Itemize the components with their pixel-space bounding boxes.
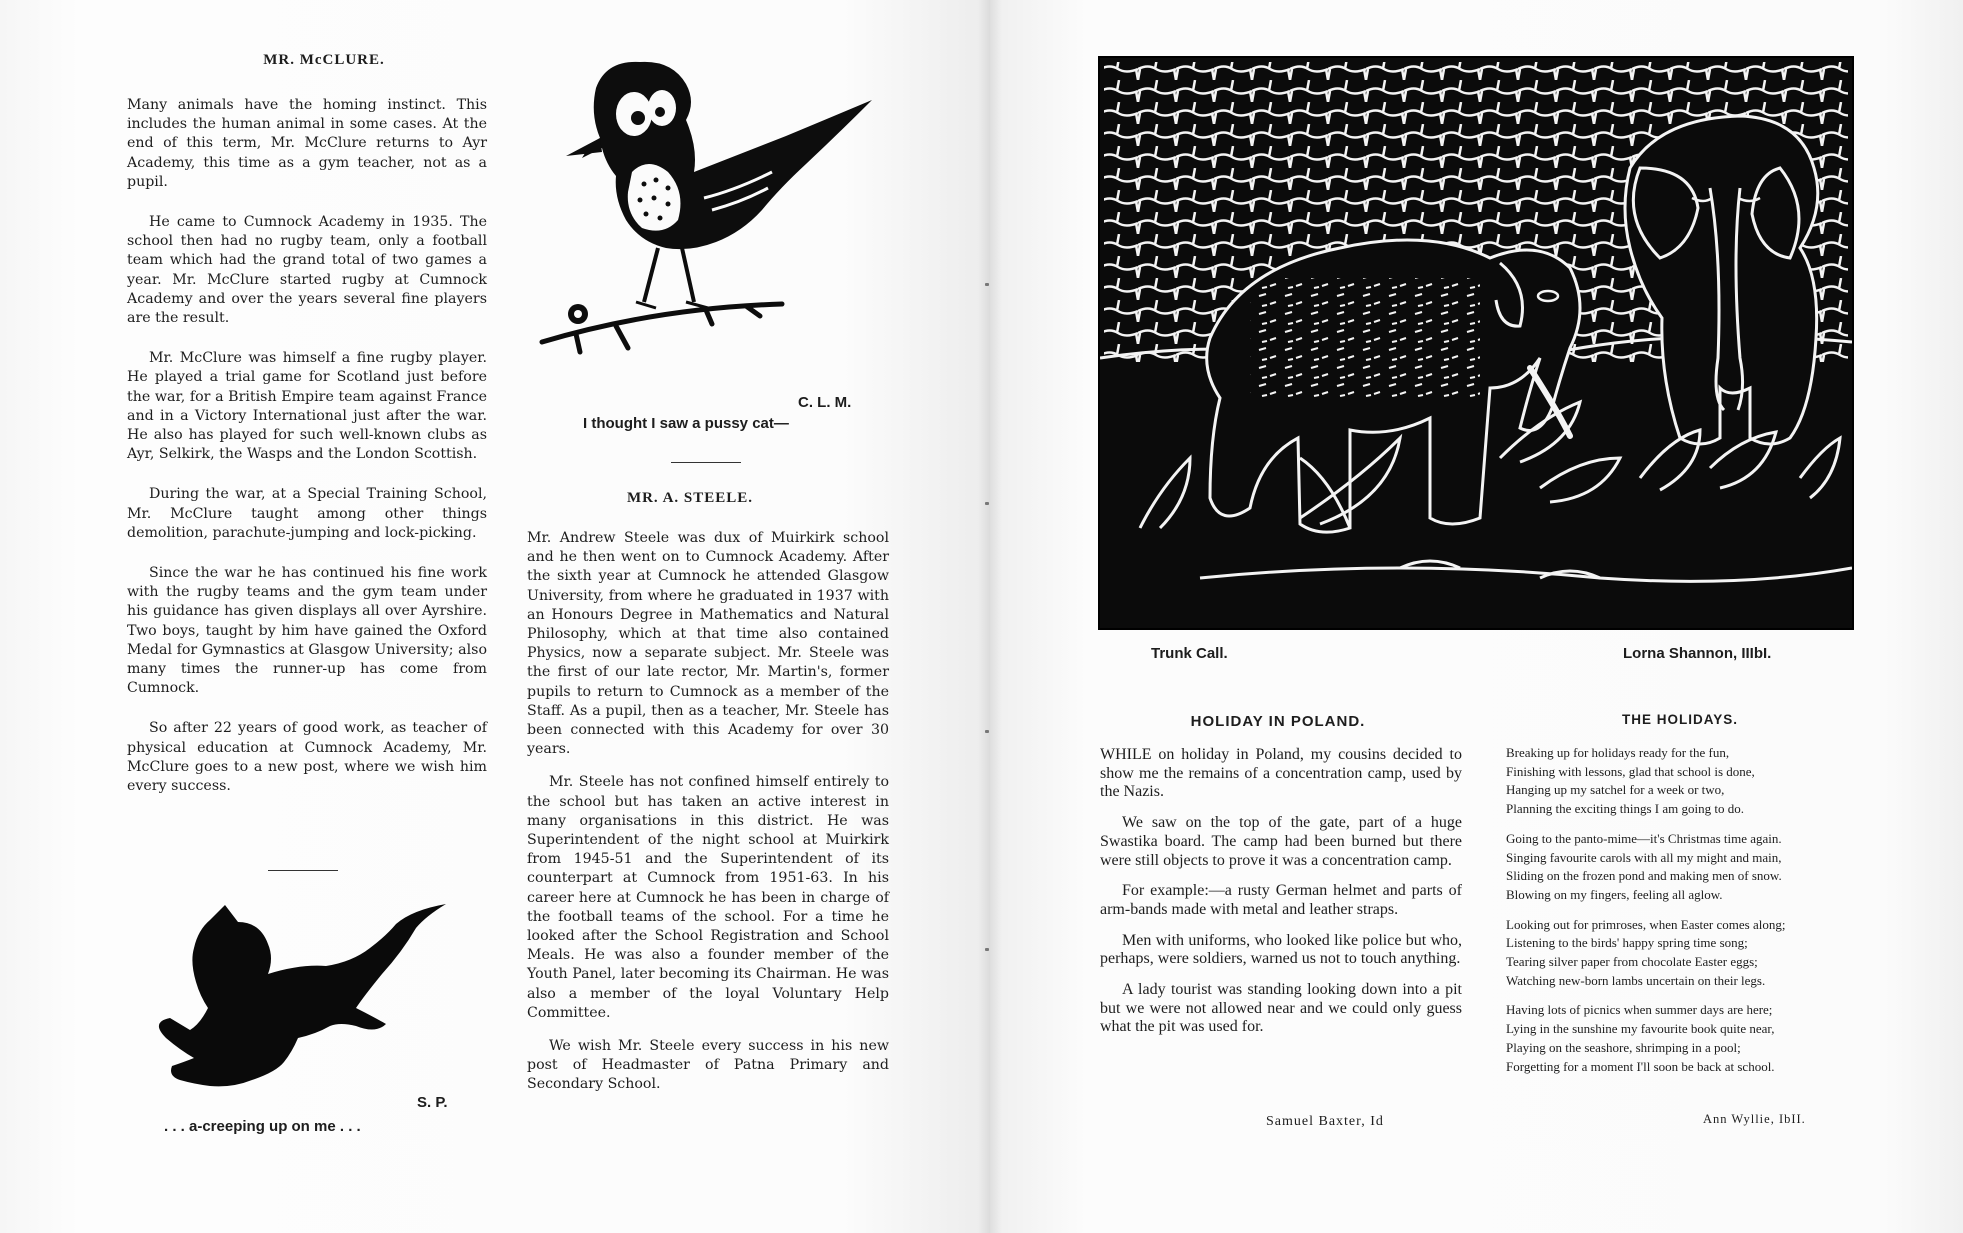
elephants-linocut-illustration	[1100, 58, 1852, 628]
holiday-paragraph: A lady tourist was standing looking down into a pit but we were not allowed near and we could only guess what the pit was used for.	[1100, 981, 1462, 1036]
poem-line: Hanging up my satchel for a week or two,	[1506, 782, 1725, 798]
steele-article	[527, 529, 889, 1116]
poem-line: Looking out for primroses, when Easter comes along;	[1506, 916, 1786, 932]
cat-silhouette-illustration	[150, 900, 460, 1100]
artwork-title: Trunk Call.	[1151, 645, 1228, 662]
poem-line: Going to the panto-mime—it's Christmas time again.	[1506, 830, 1782, 846]
section-divider	[671, 462, 741, 463]
mcclure-paragraph: Many animals have the homing instinct. This includes the human animal in some cases. At the end of this term, Mr. McClure returns to Ayr Academy, this time as a gym teacher, not as a pupil.	[127, 97, 487, 190]
poem-line: Planning the exciting things I am going to do.	[1506, 801, 1744, 817]
holiday-paragraph: For example:—a rusty German helmet and parts of arm-bands made with metal and leather straps.	[1100, 882, 1462, 918]
artwork-artist: Lorna Shannon, IIIbI.	[1623, 645, 1772, 662]
poem-line: Blowing on my fingers, feeling all aglow.	[1506, 886, 1723, 902]
holiday-author: Samuel Baxter, Id	[1266, 1114, 1384, 1129]
trunk-call-artwork	[1098, 56, 1854, 630]
holiday-paragraph: We saw on the top of the gate, part of a huge Swastika board. The camp had been burned but there were still objects to prove it was a concentration camp.	[1100, 814, 1462, 869]
steele-paragraph: We wish Mr. Steele every success in his new post of Headmaster of Patna Primary and Secondary School.	[527, 1038, 889, 1093]
poem-author: Ann Wyllie, IbII.	[1703, 1112, 1806, 1126]
cat-illustration-caption: . . . a-creeping up on me . . .	[164, 1118, 361, 1135]
poem-stanza	[1506, 916, 1866, 991]
bird-illustration	[536, 52, 876, 392]
page-gutter	[978, 0, 1002, 1233]
poem-stanza	[1506, 1001, 1866, 1076]
poem-line: Lying in the sunshine my favourite book quite near,	[1506, 1021, 1775, 1037]
poem-line: Forgetting for a moment I'll soon be back at school.	[1506, 1058, 1775, 1074]
binding-staple	[985, 502, 989, 505]
binding-staple	[985, 730, 989, 733]
mcclure-title: MR. McCLURE.	[263, 52, 385, 68]
section-divider	[268, 870, 338, 871]
holiday-article	[1100, 746, 1462, 1049]
poem-line: Having lots of picnics when summer days are here;	[1506, 1002, 1773, 1018]
poem-line: Tearing silver paper from chocolate Easter eggs;	[1506, 954, 1758, 970]
poem-title: THE HOLIDAYS.	[1621, 712, 1739, 727]
poem-line: Singing favourite carols with all my might and main,	[1506, 849, 1782, 865]
poem-line: Breaking up for holidays ready for the fun,	[1506, 745, 1730, 760]
mcclure-paragraph: During the war, at a Special Training School, Mr. McClure taught among other things demolition, parachute-jumping and lock-picking.	[127, 486, 487, 541]
poem-line: Watching new-born lambs uncertain on their legs.	[1506, 972, 1766, 988]
steele-paragraph: Mr. Steele has not confined himself entirely to the school but has taken an active interest in many organisations in this district. He was Superintendent of the night school at Muirkirk from 1945-51 and the Superintendent of its counterpart at Cumnock from 1951-63. In his career here at Cumnock he has been in charge of the football teams of the school. For a time he looked after the School Registration and School Meals. He was also a founder member of the Youth Panel, later becoming its Chairman. He was also a member of the loyal Voluntary Help Committee.	[527, 774, 889, 1021]
mcclure-paragraph: So after 22 years of good work, as teacher of physical education at Cumnock Academy, Mr. McClure goes to a new post, where we wish him every success.	[127, 720, 487, 795]
steele-title: MR. A. STEELE.	[626, 490, 754, 506]
holiday-paragraph: Men with uniforms, who looked like police but who, perhaps, were soldiers, warned us not to touch anything.	[1100, 931, 1462, 968]
mcclure-paragraph: Mr. McClure was himself a fine rugby player. He played a trial game for Scotland just before the war, for a British Empire team against France and in a Victory International just after the war. He also has played for such well-known clubs as Ayr, Selkirk, the Wasps and the London Scottish.	[127, 350, 487, 463]
mcclure-article	[127, 96, 487, 817]
bird-illustration-initials: C. L. M.	[798, 394, 852, 411]
poem-stanza	[1506, 744, 1866, 819]
mcclure-paragraph: He came to Cumnock Academy in 1935. The school then had no rugby team, only a football team which had the grand total of two games a year. Mr. McClure started rugby at Cumnock Academy and over the years several fine players are the result.	[127, 214, 487, 327]
binding-staple	[985, 283, 989, 286]
bird-illustration-caption: I thought I saw a pussy cat—	[583, 415, 789, 432]
holiday-paragraph: WHILE on holiday in Poland, my cousins decided to show me the remains of a concentration camp, used by the Nazis.	[1100, 746, 1462, 801]
poem-stanza	[1506, 830, 1866, 905]
mcclure-paragraph: Since the war he has continued his fine work with the rugby teams and the gym team under his guidance has given displays all over Ayrshire. Two boys, taught by him have gained the Oxford Medal for Gymnastics at Glasgow University; also many times the runner-up has come from Cumnock.	[127, 565, 487, 697]
poem-line: Playing on the seashore, shrimping in a pool;	[1506, 1039, 1741, 1055]
steele-paragraph: Mr. Andrew Steele was dux of Muirkirk school and he then went on to Cumnock Academy. After the sixth year at Cumnock he attended Glasgow University, from where he graduated in 1937 with an Honours Degree in Mathematics and Natural Philosophy, which at that time also contained Physics, now a separate subject. Mr. Steele was the first of our late rector, Mr. Martin's, former pupils to return to Cumnock as a member of the Staff. As a pupil, then as a teacher, Mr. Steele has been connected with this Academy for over 30 years.	[527, 530, 889, 758]
poem-body	[1506, 744, 1866, 1087]
poem-line: Sliding on the frozen pond and making men of snow.	[1506, 868, 1782, 884]
poem-line: Listening to the birds' happy spring time song;	[1506, 935, 1748, 951]
poem-line: Finishing with lessons, glad that school is done,	[1506, 763, 1755, 779]
holiday-title: HOLIDAY IN POLAND.	[1190, 713, 1366, 730]
cat-illustration-initials: S. P.	[417, 1094, 448, 1111]
binding-staple	[985, 948, 989, 951]
